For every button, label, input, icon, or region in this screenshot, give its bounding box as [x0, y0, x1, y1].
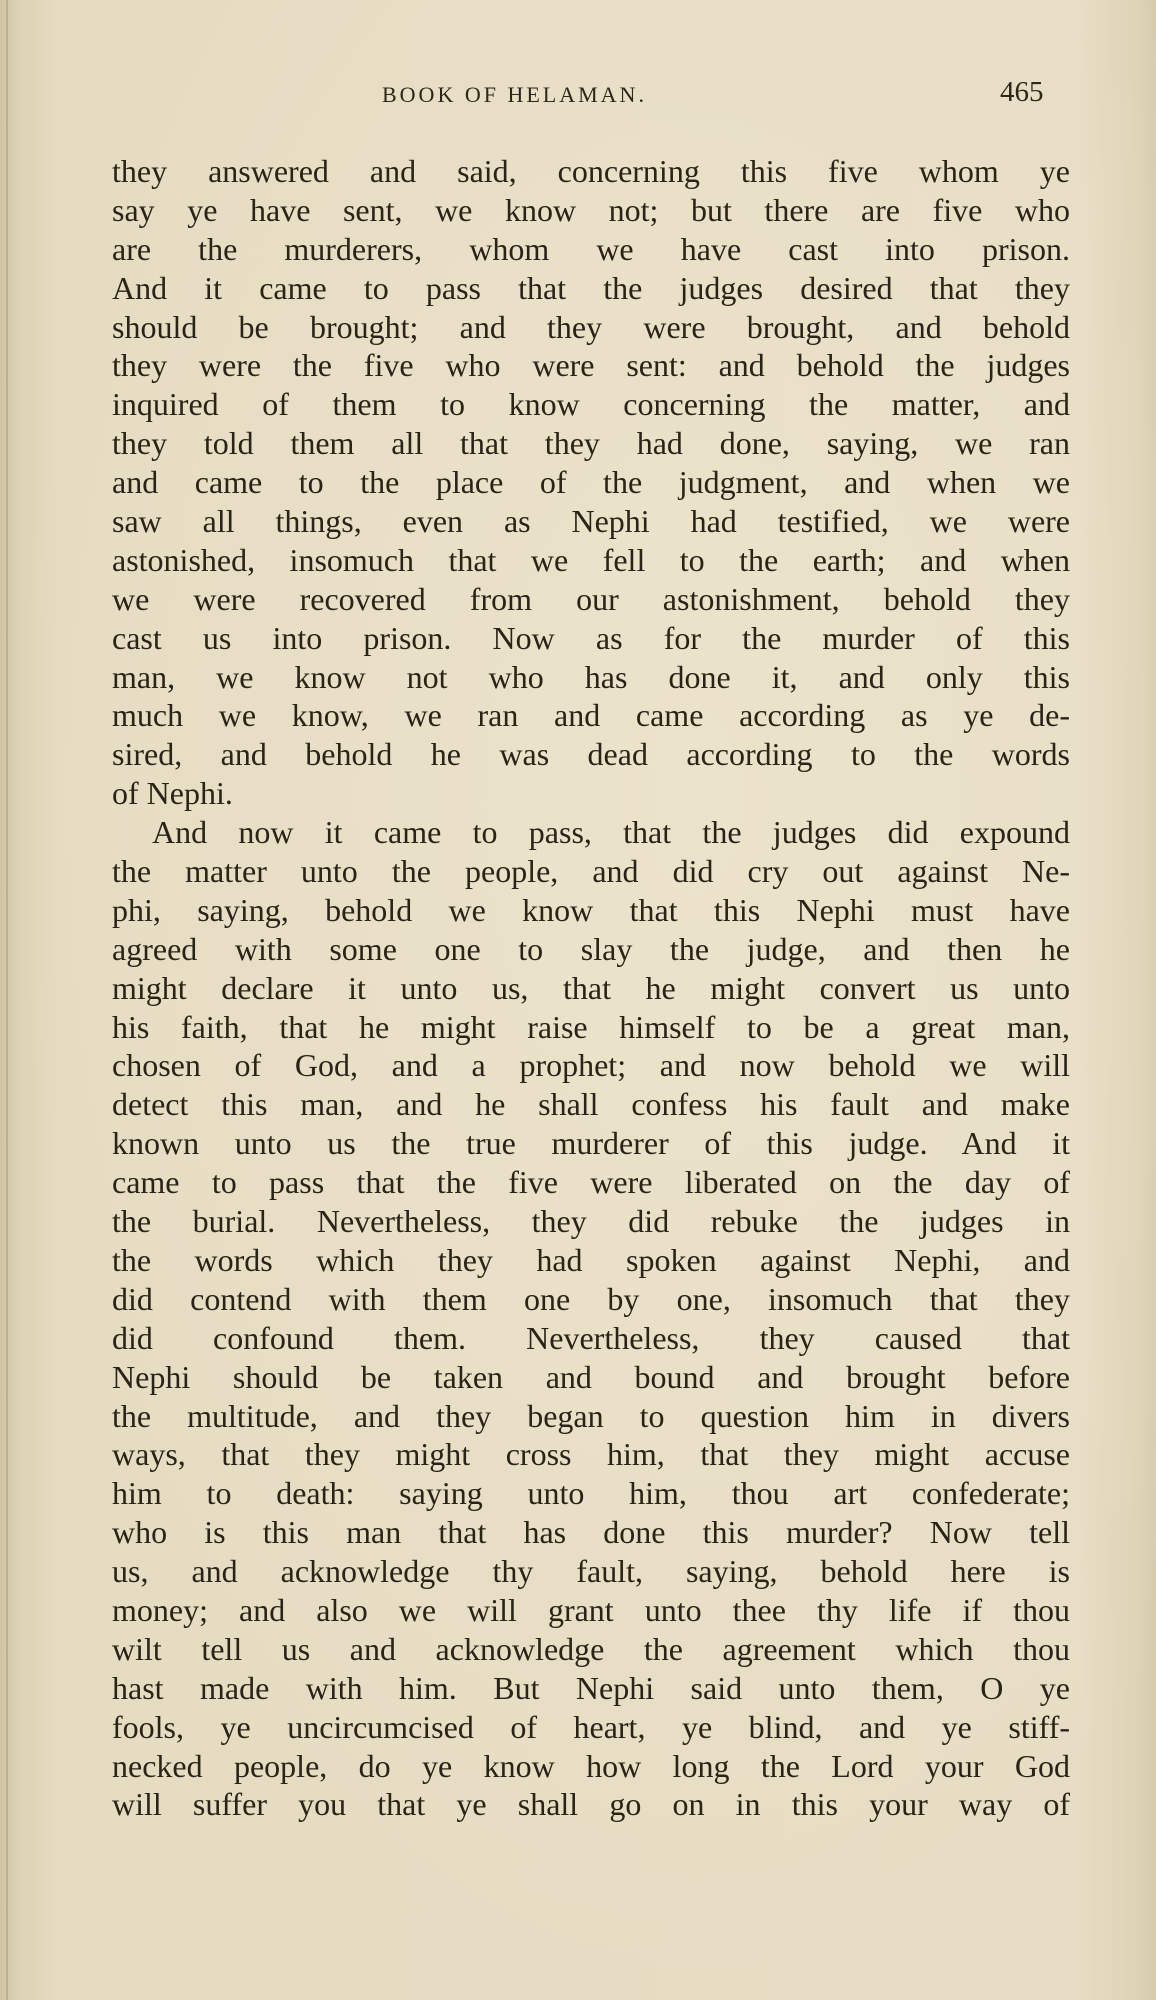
paragraph-end-line: of Nephi.: [112, 775, 233, 812]
text-line: and came to the place of the judgment, and when we: [112, 464, 1070, 501]
text-line: money; and also we will grant unto thee thy life if thou: [112, 1591, 1070, 1628]
text-line: detect this man, and he shall confess his fault and make: [112, 1086, 1070, 1123]
text-line: the multitude, and they began to question him in divers: [112, 1397, 1070, 1434]
running-title: BOOK OF HELAMAN.: [382, 82, 647, 107]
text-line: the burial. Nevertheless, they did rebuke the judges in: [112, 1203, 1070, 1240]
page-number: 465: [1000, 76, 1044, 108]
text-line: Nephi should be taken and bound and brought before: [112, 1358, 1070, 1395]
text-line: the words which they had spoken against Nephi, and: [112, 1241, 1070, 1278]
text-line: him to death: saying unto him, thou art confederate;: [112, 1475, 1070, 1512]
text-line: his faith, that he might raise himself to be a great man,: [112, 1008, 1070, 1045]
text-line: did contend with them one by one, insomuch that they: [112, 1280, 1070, 1317]
text-line: man, we know not who has done it, and only this: [112, 658, 1070, 695]
text-line: chosen of God, and a prophet; and now behold we will: [112, 1047, 1070, 1084]
text-line: known unto us the true murderer of this judge. And it: [112, 1125, 1070, 1162]
text-line: wilt tell us and acknowledge the agreement which thou: [112, 1630, 1070, 1667]
text-line: cast us into prison. Now as for the murder of this: [112, 619, 1070, 656]
running-head: [0, 76, 1156, 122]
text-line: sired, and behold he was dead according to the words: [112, 736, 1070, 773]
text-line: And it came to pass that the judges desired that they: [112, 269, 1070, 306]
text-line: they were the five who were sent: and behold the judges: [112, 347, 1070, 384]
text-line: came to pass that the five were liberated on the day of: [112, 1164, 1070, 1201]
text-line: fools, ye uncircumcised of heart, ye blind, and ye stiff-: [112, 1708, 1070, 1745]
text-line: might declare it unto us, that he might convert us unto: [112, 969, 1070, 1006]
text-line: much we know, we ran and came according as ye de-: [112, 697, 1070, 734]
text-line: did confound them. Nevertheless, they caused that: [112, 1319, 1070, 1356]
text-line: who is this man that has done this murder? Now tell: [112, 1514, 1070, 1551]
text-line: should be brought; and they were brought, and behold: [112, 308, 1070, 345]
text-line: us, and acknowledge thy fault, saying, behold here is: [112, 1553, 1070, 1590]
text-line: the matter unto the people, and did cry out against Ne-: [112, 853, 1070, 890]
paragraph-start-line: And now it came to pass, that the judges did expound: [152, 814, 1070, 851]
text-line: will suffer you that ye shall go on in this your way of: [112, 1786, 1070, 1823]
text-line: we were recovered from our astonishment, behold they: [112, 580, 1070, 617]
text-line: ways, that they might cross him, that they might accuse: [112, 1436, 1070, 1473]
page-gutter-edge: [6, 0, 8, 2000]
text-line: they answered and said, concerning this five whom ye: [112, 153, 1070, 189]
text-line: agreed with some one to slay the judge, and then he: [112, 930, 1070, 967]
text-line: necked people, do ye know how long the Lord your God: [112, 1747, 1070, 1784]
text-line: hast made with him. But Nephi said unto them, O ye: [112, 1669, 1070, 1706]
text-line: inquired of them to know concerning the matter, and: [112, 386, 1070, 423]
text-line: say ye have sent, we know not; but there are five who: [112, 191, 1070, 228]
text-line: phi, saying, behold we know that this Nephi must have: [112, 891, 1070, 928]
text-line: are the murderers, whom we have cast into prison.: [112, 230, 1070, 267]
text-line: astonished, insomuch that we fell to the earth; and when: [112, 541, 1070, 578]
text-line: saw all things, even as Nephi had testified, we were: [112, 503, 1070, 540]
body-text: [112, 152, 1070, 1824]
text-line: they told them all that they had done, saying, we ran: [112, 425, 1070, 462]
